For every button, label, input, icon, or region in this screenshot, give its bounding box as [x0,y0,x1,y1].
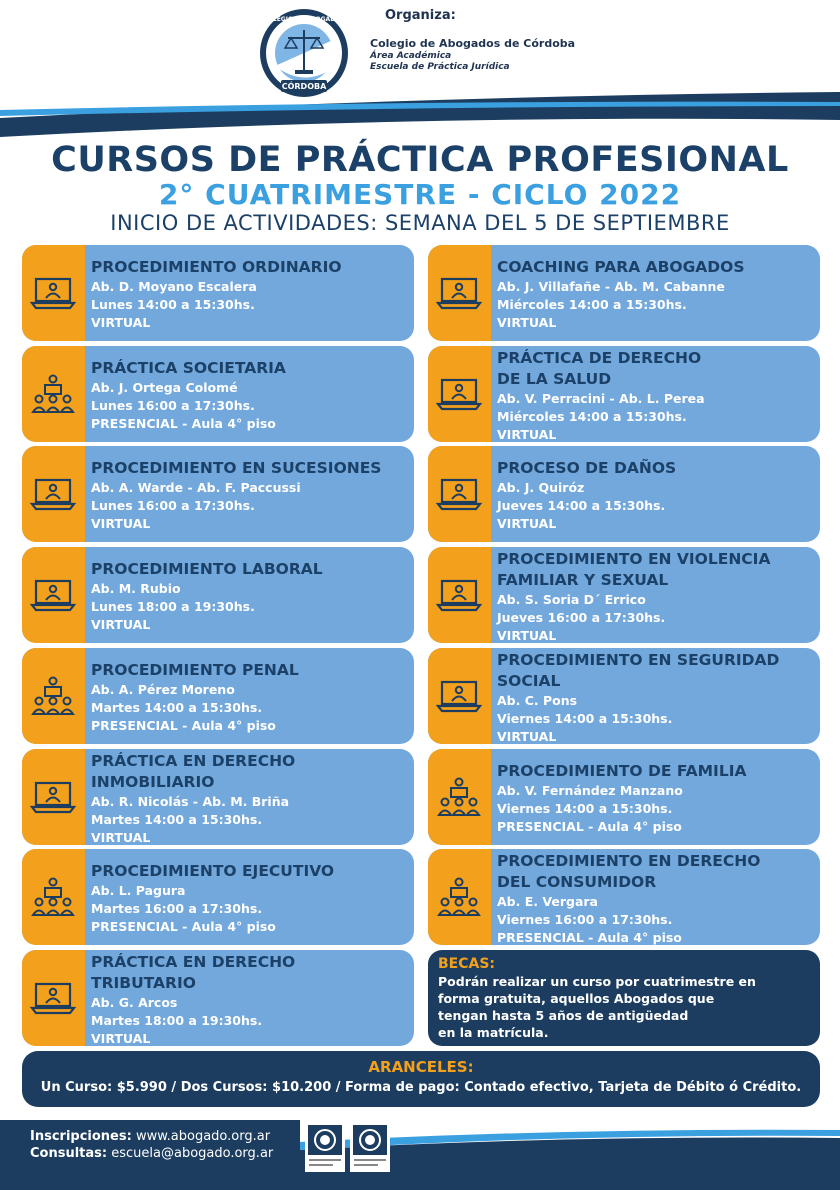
course-name: PROCEDIMIENTO EN SEGURIDAD [497,651,780,669]
course-name: COACHING PARA ABOGADOS [497,258,745,276]
footer [0,1120,840,1190]
course-name: PROCEDIMIENTO PENAL [91,661,299,679]
course-mode: PRESENCIAL - Aula 4° piso [497,819,682,834]
course-schedule: Viernes 16:00 a 17:30hs. [497,912,673,927]
course-teacher: Ab. G. Arcos [91,995,178,1010]
classroom-icon [436,777,482,817]
course-schedule: Jueves 14:00 a 15:30hs. [497,498,666,513]
course-schedule: Martes 14:00 a 15:30hs. [91,812,263,827]
course-teacher: Ab. A. Pérez Moreno [91,682,235,697]
laptop-icon [30,978,76,1018]
consultas-email[interactable]: escuela@abogado.org.ar [111,1146,274,1161]
course-tab [22,446,85,542]
course-name-cont: DEL CONSUMIDOR [497,873,657,891]
course-mode: PRESENCIAL - Aula 4° piso [91,416,276,431]
footer-inscripciones [30,1129,270,1144]
page-subtitle: 2° CUATRIMESTRE - CICLO 2022 [158,178,682,211]
course-tab [428,446,491,542]
course-name: PROCESO DE DAÑOS [497,459,677,477]
course-name-cont: SOCIAL [497,672,561,690]
becas-title: BECAS: [438,956,496,972]
course-card [22,849,414,945]
course-teacher: Ab. J. Quiróz [497,480,585,495]
course-name: PROCEDIMIENTO EJECUTIVO [91,862,335,880]
seal-text-top: COLEGIO DE ABOGADOS [263,16,345,23]
header-swoosh [0,92,840,137]
course-teacher: Ab. A. Warde - Ab. F. Paccussi [91,480,301,495]
aranceles-text: Un Curso: $5.990 / Dos Cursos: $10.200 / Forma de pago: Contado efectivo, Tarjeta de Débito ó Crédito. [40,1080,802,1095]
consultas-label: Consultas: [30,1146,108,1161]
page-title: CURSOS DE PRÁCTICA PROFESIONAL [51,140,789,180]
iram-cert-badge [305,1122,345,1172]
course-tab [22,950,85,1046]
becas-box [428,950,820,1046]
course-mode: PRESENCIAL - Aula 4° piso [497,930,682,945]
course-tab [22,648,85,744]
classroom-icon [30,877,76,917]
course-card [22,547,414,643]
colegio-seal-logo [255,8,353,98]
course-name: PROCEDIMIENTO EN VIOLENCIA [497,550,771,568]
course-card [22,950,414,1046]
course-tab [428,849,491,945]
becas-line: forma gratuita, aquellos Abogados que [438,991,715,1006]
seal-text-bottom: CÓRDOBA [281,82,327,91]
course-teacher: Ab. V. Fernández Manzano [497,783,683,798]
course-card [428,849,820,945]
course-name-cont: FAMILIAR Y SEXUAL [497,571,669,589]
course-tab [428,245,491,341]
course-mode: VIRTUAL [91,617,151,632]
laptop-icon [30,777,76,817]
inscripciones-link[interactable]: www.abogado.org.ar [135,1129,271,1144]
course-card [428,446,820,542]
course-name: PROCEDIMIENTO LABORAL [91,560,323,578]
course-schedule: Martes 14:00 a 15:30hs. [91,700,263,715]
header [0,0,840,135]
course-tab [22,849,85,945]
laptop-icon [436,474,482,514]
classroom-icon [30,676,76,716]
course-name-cont: TRIBUTARIO [91,974,196,992]
course-card [22,749,414,845]
org-school: Escuela de Práctica Jurídica [370,62,510,72]
org-area: Área Académica [370,51,452,61]
becas-line: tengan hasta 5 años de antigüedad [438,1008,689,1023]
course-teacher: Ab. C. Pons [497,693,578,708]
course-teacher: Ab. D. Moyano Escalera [91,279,257,294]
course-name: PRÁCTICA DE DERECHO [497,349,702,367]
becas-line: en la matrícula. [438,1025,549,1040]
course-name: PROCEDIMIENTO ORDINARIO [91,258,342,276]
course-mode: VIRTUAL [497,729,557,744]
course-teacher: Ab. J. Ortega Colomé [91,380,238,395]
course-teacher: Ab. J. Villafañe - Ab. M. Cabanne [497,279,725,294]
laptop-icon [436,273,482,313]
course-name: PRÁCTICA EN DERECHO [91,953,296,971]
course-teacher: Ab. V. Perracini - Ab. L. Perea [497,391,705,406]
laptop-icon [436,374,482,414]
course-tab [22,245,85,341]
course-schedule: Lunes 14:00 a 15:30hs. [91,297,255,312]
footer-consultas [30,1146,273,1161]
course-schedule: Miércoles 14:00 a 15:30hs. [497,297,687,312]
course-mode: VIRTUAL [91,830,151,845]
iram-cert-badge [350,1122,390,1172]
classroom-icon [30,374,76,414]
laptop-icon [436,575,482,615]
course-tab [428,547,491,643]
course-schedule: Martes 18:00 a 19:30hs. [91,1013,263,1028]
course-schedule: Lunes 16:00 a 17:30hs. [91,398,255,413]
course-tab [428,346,491,442]
course-card [428,749,820,845]
course-tab [22,749,85,845]
course-tab [428,749,491,845]
course-name-cont: INMOBILIARIO [91,773,215,791]
course-mode: VIRTUAL [91,315,151,330]
course-schedule: Lunes 16:00 a 17:30hs. [91,498,255,513]
course-name: PRÁCTICA SOCIETARIA [91,359,286,377]
course-name: PROCEDIMIENTO EN DERECHO [497,852,761,870]
course-schedule: Viernes 14:00 a 15:30hs. [497,801,673,816]
course-name: PROCEDIMIENTO DE FAMILIA [497,762,747,780]
aranceles-box [22,1051,820,1107]
course-schedule: Lunes 18:00 a 19:30hs. [91,599,255,614]
becas-line: Podrán realizar un curso por cuatrimestre en [438,974,756,989]
course-schedule: Martes 16:00 a 17:30hs. [91,901,263,916]
course-teacher: Ab. M. Rubio [91,581,181,596]
course-card [22,346,414,442]
laptop-icon [30,273,76,313]
course-card [22,446,414,542]
course-teacher: Ab. R. Nicolás - Ab. M. Briña [91,794,290,809]
course-tab [428,648,491,744]
course-mode: PRESENCIAL - Aula 4° piso [91,919,276,934]
course-schedule: Viernes 14:00 a 15:30hs. [497,711,673,726]
course-tab [22,547,85,643]
laptop-icon [436,676,482,716]
course-tab [22,346,85,442]
course-mode: VIRTUAL [497,516,557,531]
classroom-icon [436,877,482,917]
course-name-cont: DE LA SALUD [497,370,612,388]
course-mode: VIRTUAL [91,516,151,531]
aranceles-title: ARANCELES: [368,1058,474,1076]
course-card [22,245,414,341]
course-schedule: Miércoles 14:00 a 15:30hs. [497,409,687,424]
course-card [428,648,820,744]
course-card [428,346,820,442]
start-date: INICIO DE ACTIVIDADES: SEMANA DEL 5 DE SEPTIEMBRE [110,211,730,235]
course-card [428,547,820,643]
course-card [22,648,414,744]
course-name: PRÁCTICA EN DERECHO [91,752,296,770]
course-teacher: Ab. S. Soria D´ Errico [497,592,646,607]
course-mode: VIRTUAL [497,427,557,442]
laptop-icon [30,474,76,514]
course-mode: VIRTUAL [497,315,557,330]
course-card [428,245,820,341]
inscripciones-label: Inscripciones: [30,1129,132,1144]
course-mode: PRESENCIAL - Aula 4° piso [91,718,276,733]
organiza-label: Organiza: [385,8,456,23]
org-name: Colegio de Abogados de Córdoba [370,37,576,50]
course-teacher: Ab. L. Pagura [91,883,186,898]
course-mode: VIRTUAL [91,1031,151,1046]
course-schedule: Jueves 16:00 a 17:30hs. [497,610,666,625]
course-name: PROCEDIMIENTO EN SUCESIONES [91,459,382,477]
laptop-icon [30,575,76,615]
course-teacher: Ab. E. Vergara [497,894,598,909]
course-mode: VIRTUAL [497,628,557,643]
